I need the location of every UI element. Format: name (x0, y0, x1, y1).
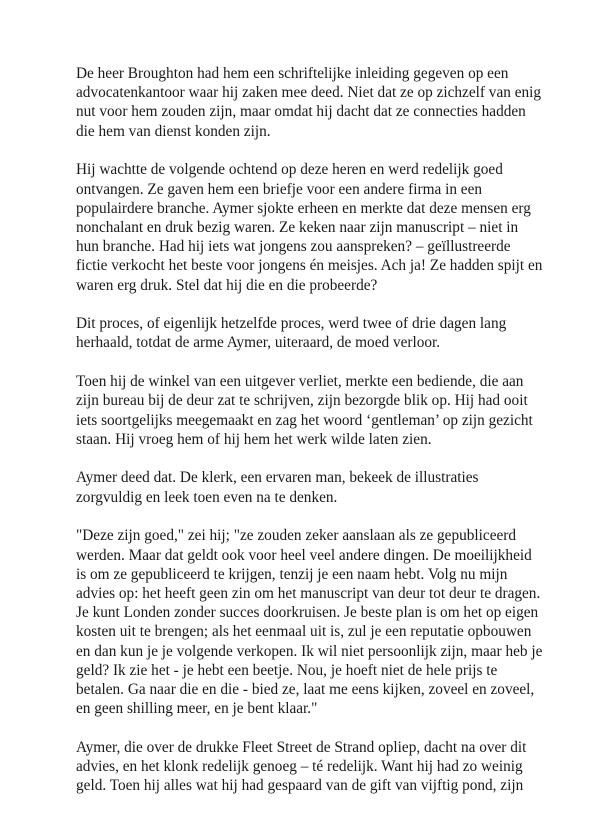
text-line: ontvangen. Ze gaven hem een briefje voor een andere firma in een (76, 180, 483, 198)
text-line: en geen shilling meer, en je bent klaar." (76, 700, 318, 718)
text-line: Je kunt Londen zonder succes doorkruisen. Je beste plan is om het op eigen (76, 604, 539, 622)
paragraph-3 (76, 314, 536, 352)
paragraph-2 (76, 160, 543, 294)
text-line: advies op: het heeft geen zin om het manuscript van deur tot deur te dragen. (76, 584, 541, 602)
text-line: fictie verkocht het beste voor jongens én meisjes. Ach ja! Ze hadden spijt en (76, 257, 543, 275)
text-line: geld? Ik zie het - je hebt een beetje. Nou, je hoeft niet de hele prijs te (76, 661, 498, 679)
paragraph-4 (76, 372, 536, 449)
text-line: populairdere branche. Aymer sjokte erheen en merkte dat deze mensen erg (76, 199, 531, 217)
text-line: "Deze zijn goed," zei hij; "ze zouden zeker aanslaan als ze gepubliceerd (76, 527, 517, 545)
text-line: waren erg druk. Stel dat hij die en die probeerde? (76, 276, 378, 294)
text-line: nut voor hem zouden zijn, maar omdat hij dacht dat ze connecties hadden (76, 103, 526, 121)
text-line: Hij wachtte de volgende ochtend op deze heren en werd redelijk goed (76, 161, 503, 179)
paragraph-1 (76, 64, 542, 141)
text-line: en dan kun je je volgende verkopen. Ik wil niet persoonlijk zijn, maar heb je (76, 642, 543, 660)
text-line: zorgvuldig en leek toen even na te denken. (76, 488, 338, 506)
text-line: Toen hij de winkel van een uitgever verliet, merkte een bediende, die aan (76, 373, 524, 391)
text-line: nonchalant en druk bezig waren. Ze keken naar zijn manuscript – niet in (76, 218, 519, 236)
text-line: werden. Maar dat geldt ook voor heel veel andere dingen. De moeilijkheid (76, 546, 532, 564)
text-line: die hem van dienst konden zijn. (76, 122, 271, 140)
text-line: Dit proces, of eigenlijk hetzelfde proces, werd twee of drie dagen lang (76, 315, 507, 333)
text-line: Aymer, die over de drukke Fleet Street de Strand opliep, dacht na over dit (76, 738, 527, 756)
text-line: Aymer deed dat. De klerk, een ervaren man, bekeek de illustraties (76, 469, 479, 487)
text-line: betalen. Ga naar die en die - bied ze, laat me eens kijken, zoveel en zoveel, (76, 680, 535, 698)
text-line: zijn bureau bij de deur zat te schrijven, zijn bezorgde blik op. Hij had ooit (76, 392, 528, 410)
paragraph-6 (76, 526, 543, 718)
text-line: kosten uit te brengen; als het eenmaal uit is, zul je een reputatie opbouwen (76, 623, 532, 641)
text-line: is om ze gepubliceerd te krijgen, tenzij je een naam hebt. Volg nu mijn (76, 565, 508, 583)
text-line: iets soortgelijks meegemaakt en zag het woord ‘gentleman’ op zijn gezicht (76, 411, 533, 429)
text-line: geld. Toen hij alles wat hij had gespaard van de gift van vijftig pond, zijn (76, 777, 524, 795)
text-line: staan. Hij vroeg hem of hij hem het werk wilde laten zien. (76, 430, 432, 448)
document-page (76, 64, 543, 815)
paragraph-5 (76, 468, 536, 506)
paragraph-7 (76, 738, 536, 796)
text-line: advocatenkantoor waar hij zaken mee deed. Niet dat ze op zichzelf van enig (76, 84, 542, 102)
text-line: herhaald, totdat de arme Aymer, uiteraard, de moed verloor. (76, 334, 441, 352)
text-line: advies, en het klonk redelijk genoeg – té redelijk. Want hij had zo weinig (76, 758, 523, 776)
text-line: hun branche. Had hij iets wat jongens zou aanspreken? – geïllustreerde (76, 238, 511, 256)
text-line: De heer Broughton had hem een schriftelijke inleiding gegeven op een (76, 65, 509, 82)
